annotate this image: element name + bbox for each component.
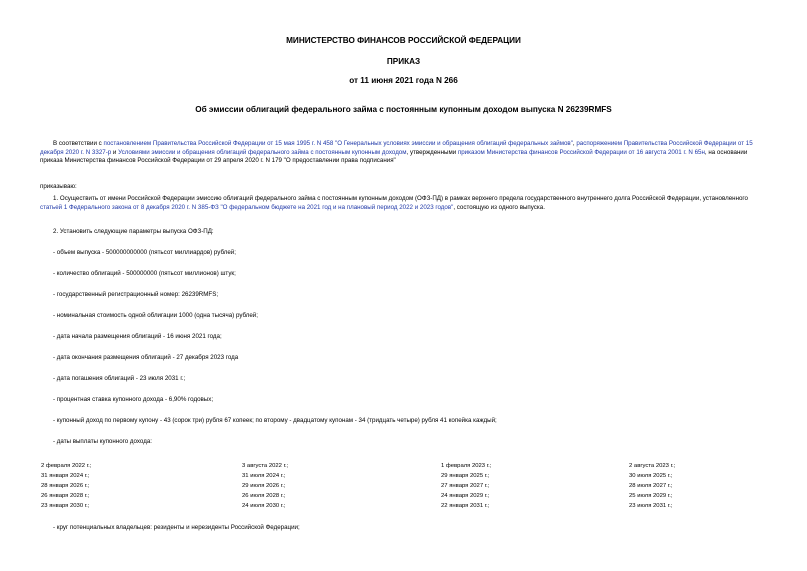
table-cell: 22 января 2031 г.;	[441, 503, 490, 509]
preamble-paragraph	[40, 140, 770, 166]
table-cell: 29 июля 2026 г.;	[242, 483, 286, 489]
table-cell: 26 июля 2028 г.;	[242, 493, 286, 499]
param-coupon-income: - купонный доход по первому купону - 43 (сорок три) рубля 67 копеек; по второму - двадцатому купонам - 34 (тридцать четыре) рубля 41 копейка каждый;	[53, 417, 497, 424]
document-title: Об эмиссии облигаций федерального займа с постоянным купонным доходом выпуска N 26239RMFS	[195, 105, 612, 114]
preamble-text: , на основании приказа Министерства финансов Российской Федерации от 29 апреля 2020 г. N 179 "О предоставлении права подписания"	[40, 148, 748, 165]
param-placement-start: - дата начала размещения облигаций - 16 июня 2021 года;	[53, 333, 222, 340]
table-cell: 26 января 2028 г.;	[41, 493, 90, 499]
table-cell: 27 января 2027 г.;	[441, 483, 490, 489]
item-1-text: 1. Осуществить от имени Российской Федерации эмиссию облигаций федерального займа с постоянным купонным доходом (ОФЗ-ПД) в рамках верхнего предела государственного внутреннего долга Российской Федерации, установленного	[53, 195, 748, 202]
link-government-decree-458[interactable]: постановлением Правительства Российской Федерации от 15 мая 1995 г. N 458 "О Генеральных условиях эмиссии и обращения облигаций федеральных займов"	[103, 140, 573, 147]
link-federal-law-385fz[interactable]: статьей 1 Федерального закона от 8 декабря 2020 г. N 385-ФЗ "О федеральном бюджете на 2021 год и на плановый период 2022 и 2023 годов"	[40, 203, 454, 211]
table-cell: 2 февраля 2022 г.;	[41, 463, 92, 469]
ministry-heading: МИНИСТЕРСТВО ФИНАНСОВ РОССИЙСКОЙ ФЕДЕРАЦИИ	[286, 36, 521, 45]
table-cell: 31 января 2024 г.;	[41, 473, 90, 479]
table-cell: 23 января 2030 г.;	[41, 503, 90, 509]
order-word: приказываю:	[40, 183, 77, 190]
item-1-text: , состоящую из одного выпуска.	[453, 203, 545, 211]
param-coupon-rate: - процентная ставка купонного дохода - 6,90% годовых;	[53, 396, 214, 403]
table-cell: 29 января 2025 г.;	[441, 473, 490, 479]
link-minfin-order-65n[interactable]: приказом Министерства финансов Российской Федерации от 16 августа 2001 г. N 65н	[457, 148, 705, 156]
param-potential-owners: - круг потенциальных владельцев: резиденты и нерезиденты Российской Федерации;	[53, 524, 300, 531]
param-maturity-date: - дата погашения облигаций - 23 июля 2031 г.;	[53, 375, 186, 382]
document-type: ПРИКАЗ	[386, 57, 421, 66]
param-issue-volume: - объем выпуска - 500000000000 (пятьсот миллиардов) рублей;	[53, 249, 236, 256]
table-cell: 24 января 2029 г.;	[441, 493, 490, 499]
link-issue-conditions[interactable]: Условиями эмиссии и обращения облигаций федерального займа с постоянным купонным доходом	[118, 148, 407, 156]
param-registration-number: - государственный регистрационный номер: 26239RMFS;	[53, 291, 219, 298]
table-cell: 2 августа 2023 г.;	[629, 463, 676, 469]
table-cell: 30 июля 2025 г.;	[629, 473, 673, 479]
table-cell: 1 февраля 2023 г.;	[441, 463, 492, 469]
param-bond-count: - количество облигаций - 500000000 (пятьсот миллионов) штук;	[53, 270, 236, 277]
item-1-paragraph	[40, 195, 770, 212]
param-placement-end: - дата окончания размещения облигаций - 27 декабря 2023 года	[53, 354, 239, 361]
table-cell: 25 июля 2029 г.;	[629, 493, 673, 499]
param-coupon-dates-label: - даты выплаты купонного дохода:	[53, 438, 152, 445]
table-cell: 3 августа 2022 г.;	[242, 463, 289, 469]
item-2-intro: 2. Установить следующие параметры выпуска ОФЗ-ПД:	[53, 228, 214, 235]
preamble-text: , утвержденными	[406, 148, 458, 156]
preamble-text: ,	[572, 140, 577, 147]
document-date-number: от 11 июня 2021 года N 266	[349, 76, 458, 85]
preamble-text: В соответствии с	[53, 140, 104, 147]
table-cell: 28 января 2026 г.;	[41, 483, 90, 489]
link-government-order-3327r[interactable]: распоряжением Правительства Российской Федерации от 15 декабря 2020 г. N 3327-р	[40, 140, 753, 156]
table-cell: 24 июля 2030 г.;	[242, 503, 286, 509]
table-cell: 23 июля 2031 г.;	[629, 503, 673, 509]
param-nominal-value: - номинальная стоимость одной облигации 1000 (одна тысяча) рублей;	[53, 312, 258, 319]
table-cell: 31 июля 2024 г.;	[242, 473, 286, 479]
table-cell: 28 июля 2027 г.;	[629, 483, 673, 489]
preamble-text: и	[111, 148, 119, 156]
